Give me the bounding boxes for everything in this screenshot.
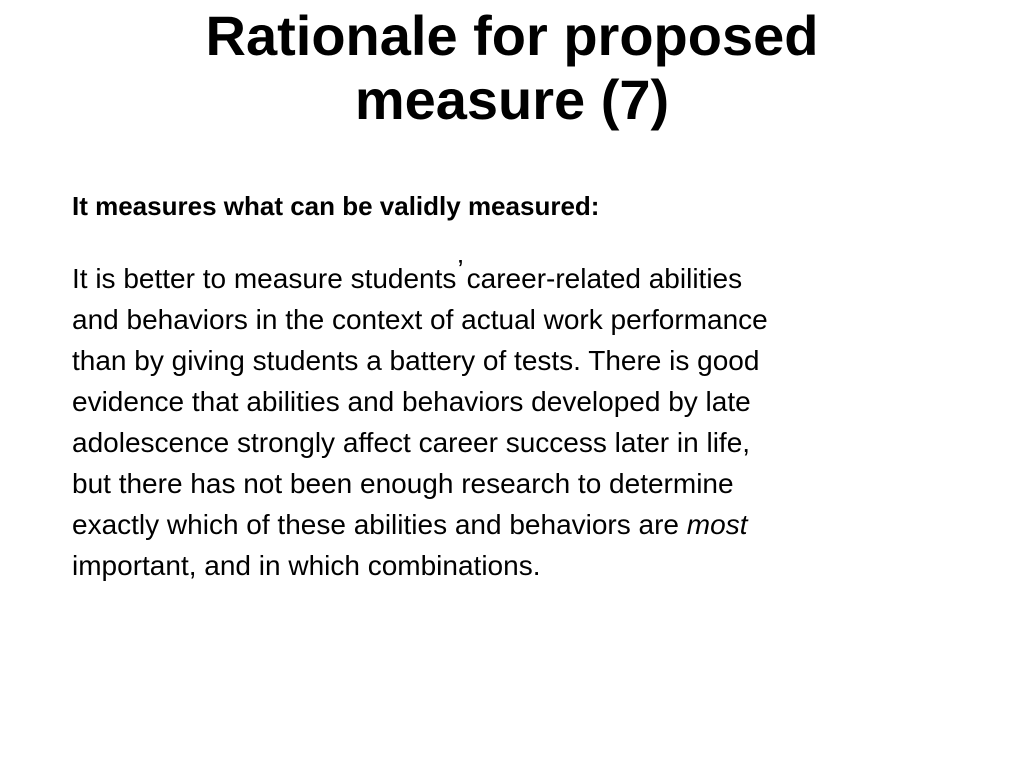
body-line-6: but there has not been enough research to determine — [72, 468, 734, 499]
body-line-5: adolescence strongly affect career success later in life, — [72, 427, 751, 458]
body-apostrophe: ’ — [457, 254, 464, 285]
body-line-1-text-before: It is better to measure students — [72, 263, 457, 294]
body-line-7-text: exactly which of these abilities and behaviors are — [72, 509, 687, 540]
slide-title-line-2: measure (7) — [354, 68, 670, 131]
body-line-2: and behaviors in the context of actual work performance — [72, 304, 768, 335]
slide-subheading: It measures what can be validly measured: — [72, 191, 600, 221]
slide-title-line-1: Rationale for proposed — [205, 4, 819, 67]
body-line-1 — [72, 254, 952, 299]
body-line-7 — [72, 504, 952, 545]
body-line-3: than by giving students a battery of tests. There is good — [72, 345, 760, 376]
body-emphasis-most: most — [686, 509, 748, 540]
body-line-4: evidence that abilities and behaviors developed by late — [72, 386, 751, 417]
body-line-8: important, and in which combinations. — [72, 550, 541, 581]
slide-title — [0, 4, 1024, 132]
slide-body-text — [72, 254, 952, 586]
body-line-1-text-after: career-related abilities — [466, 263, 743, 294]
